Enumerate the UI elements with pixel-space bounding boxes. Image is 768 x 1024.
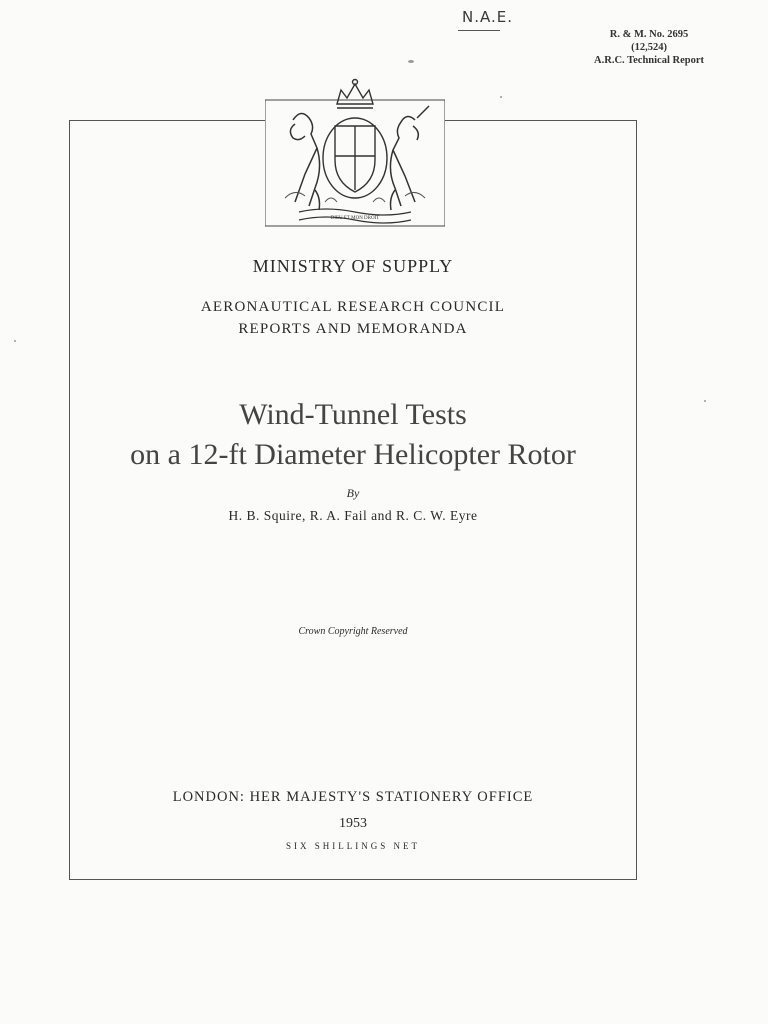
report-type: A.R.C. Technical Report bbox=[594, 55, 704, 66]
ink-speck bbox=[500, 96, 502, 98]
copyright-notice: Crown Copyright Reserved bbox=[298, 626, 408, 637]
council-line: AERONAUTICAL RESEARCH COUNCIL bbox=[200, 299, 506, 315]
price: SIX SHILLINGS NET bbox=[286, 841, 420, 851]
ink-speck bbox=[408, 60, 414, 63]
handwritten-underline bbox=[458, 30, 500, 31]
ministry-heading: MINISTRY OF SUPPLY bbox=[252, 256, 454, 276]
council-heading bbox=[69, 296, 637, 340]
report-reference bbox=[594, 28, 704, 67]
report-serial: (12,524) bbox=[631, 42, 667, 53]
ink-speck bbox=[14, 340, 16, 342]
report-number: R. & M. No. 2695 bbox=[609, 29, 689, 40]
motto-text: DIEU ET MON DROIT bbox=[330, 216, 380, 221]
report-title-line2: on a 12-ft Diameter Helicopter Rotor bbox=[130, 438, 576, 471]
series-line: REPORTS AND MEMORANDA bbox=[238, 321, 468, 337]
authors: H. B. Squire, R. A. Fail and R. C. W. Eyre bbox=[228, 508, 478, 523]
byline-label: By bbox=[346, 486, 360, 500]
royal-coat-of-arms bbox=[265, 78, 445, 228]
publication-year: 1953 bbox=[339, 816, 367, 831]
handwritten-note: N.A.E. bbox=[462, 8, 513, 26]
publisher: LONDON: HER MAJESTY'S STATIONERY OFFICE bbox=[172, 789, 534, 805]
report-title-line1: Wind-Tunnel Tests bbox=[239, 398, 467, 431]
ink-speck bbox=[704, 400, 706, 402]
